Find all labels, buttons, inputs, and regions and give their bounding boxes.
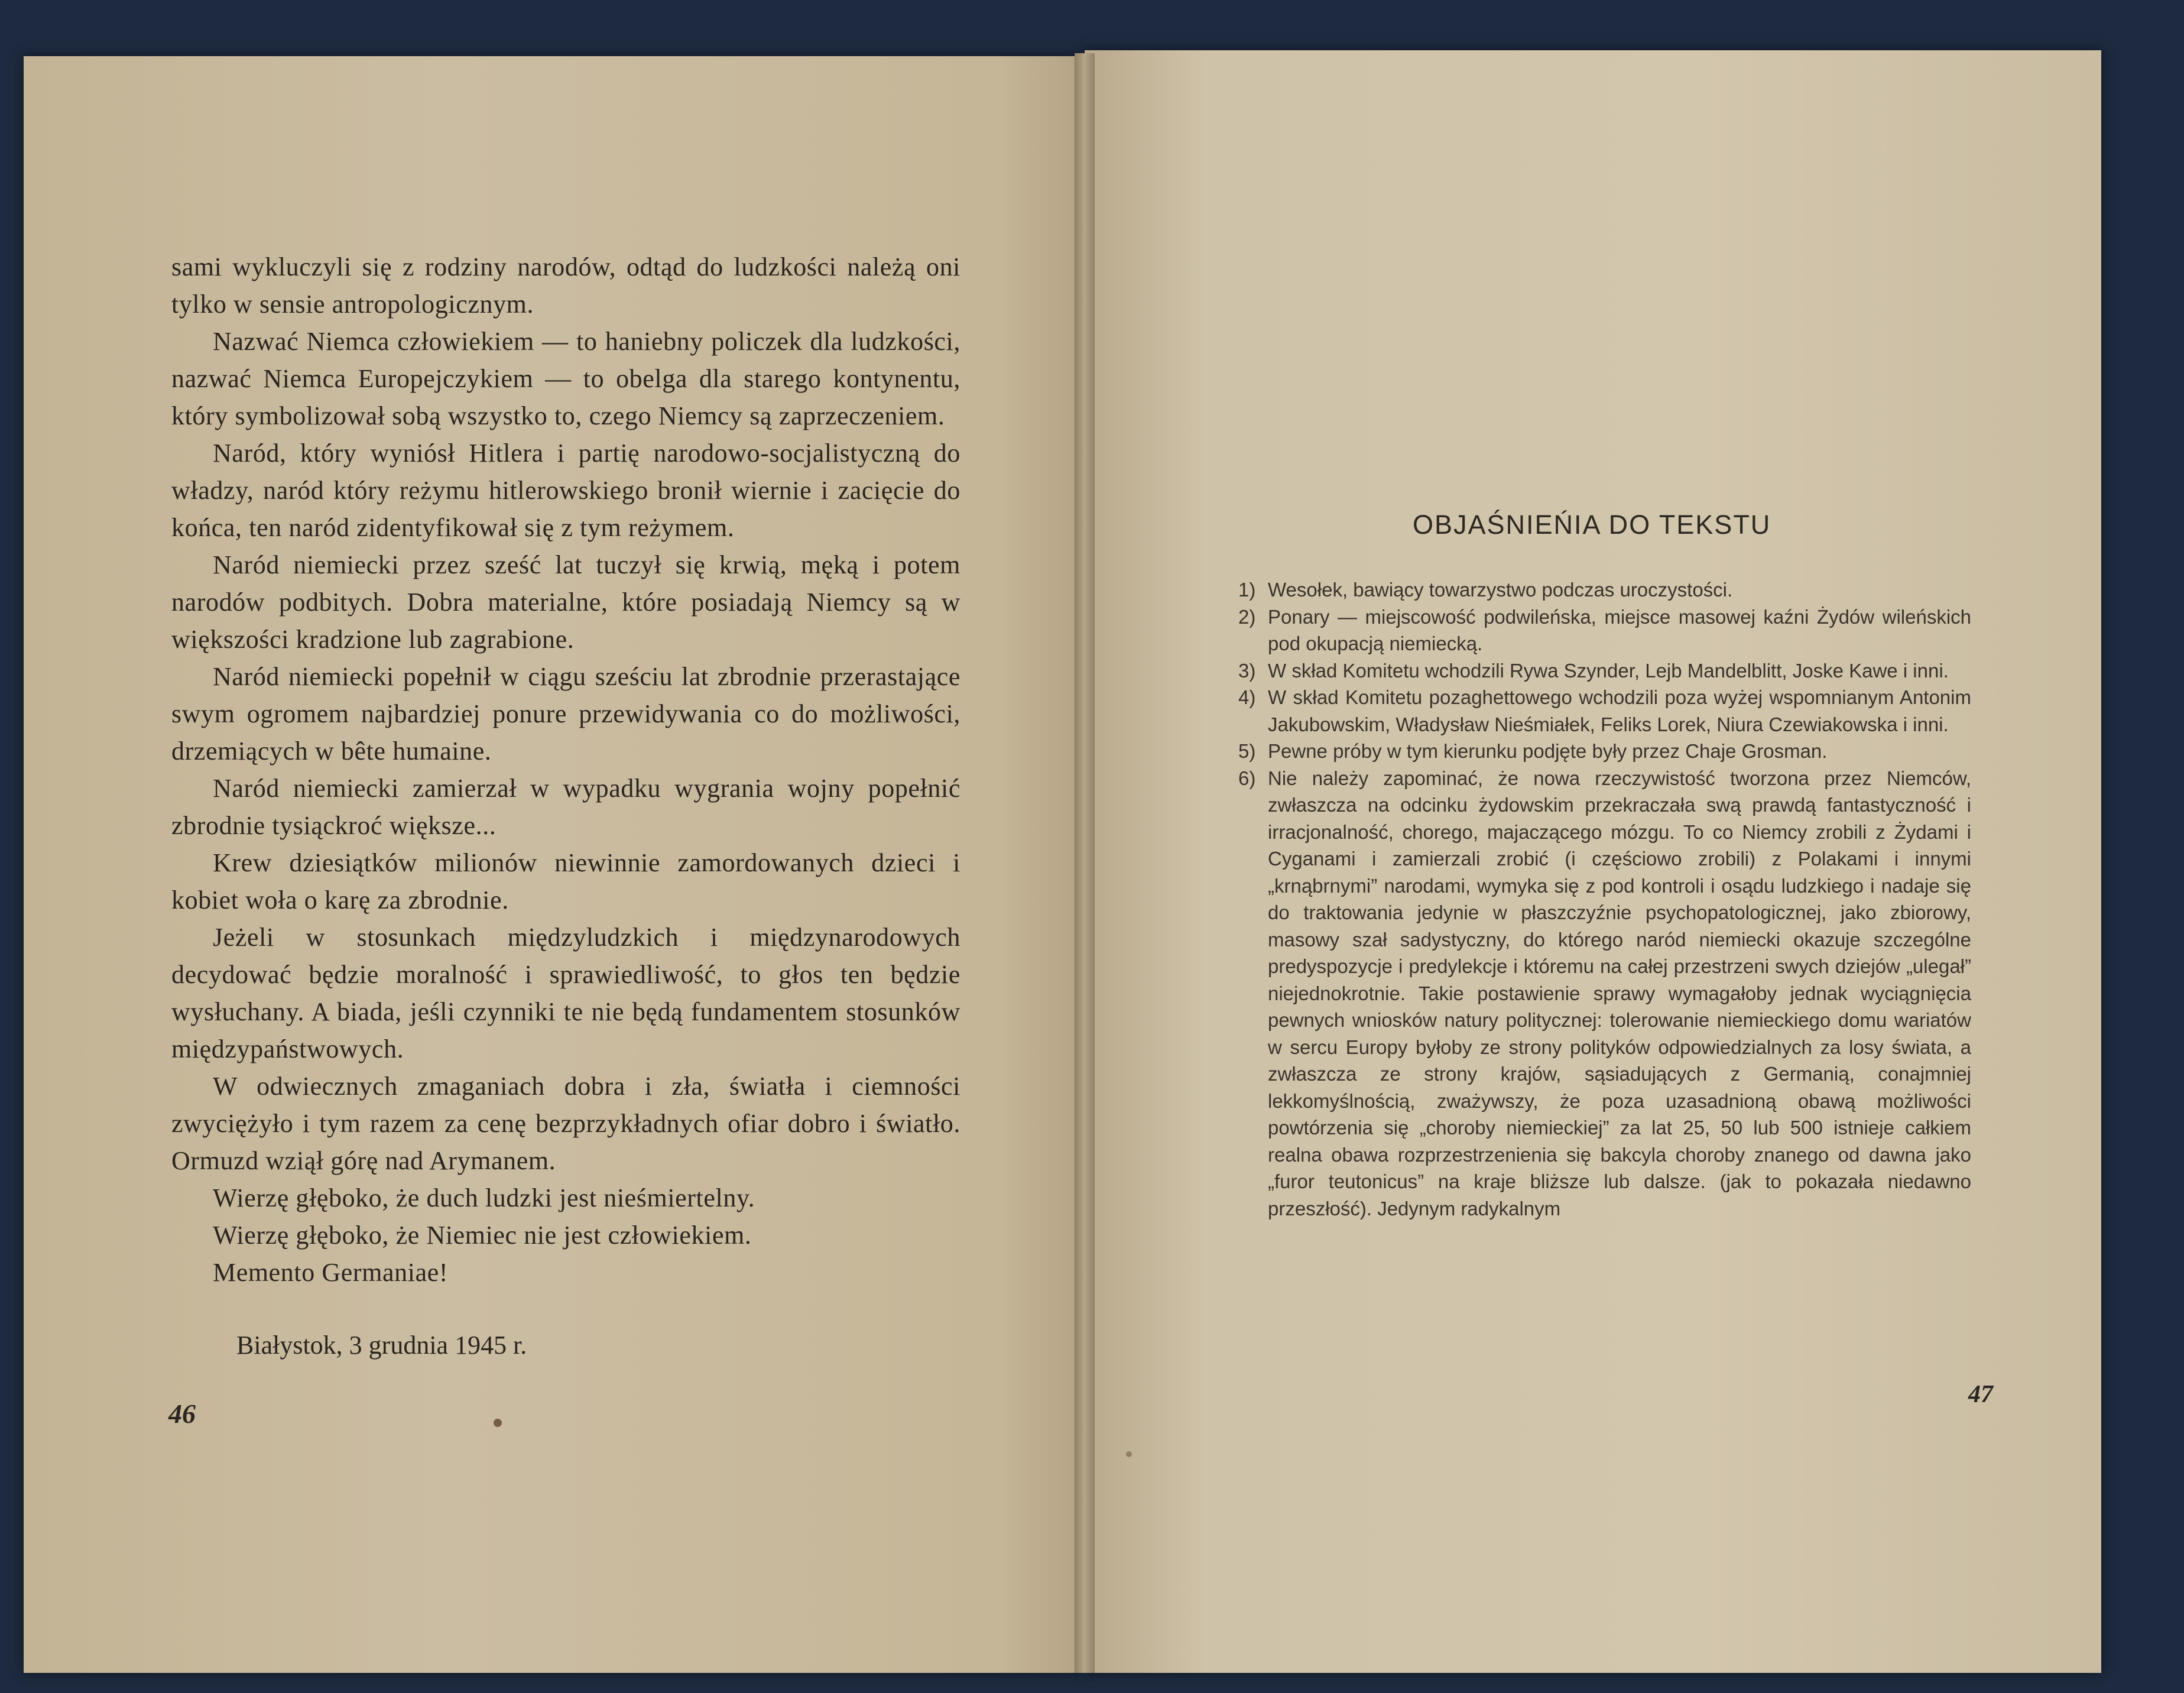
- left-paragraph: Naród niemiecki popełnił w ciągu sześciu lat zbrodnie przerastające swym ogromem najbardziej ponure przewidywania co do możliwości, drzemiących w bête humaine.: [171, 662, 960, 766]
- left-paragraph: sami wykluczyli się z rodziny narodów, odtąd do ludzkości należą oni tylko w sensie antropologicznym.: [171, 252, 960, 319]
- note-text: Wesołek, bawiący towarzystwo podczas uroczystości.: [1268, 579, 1733, 601]
- left-paragraph: Naród niemiecki przez sześć lat tuczył się krwią, męką i potem narodów podbitych. Dobra materialne, które posiadają Niemcy są w większości kradzione lub zagrabione.: [171, 550, 960, 654]
- left-paragraph: Naród, który wyniósł Hitlera i partię narodowo-socjalistyczną do władzy, naród który reżymu hitlerowskiego bronił wiernie i zacięcie do końca, ten naród zidentyfikował się z tym reżymem.: [171, 439, 960, 542]
- note-item: [1238, 738, 1971, 765]
- left-paragraph: Naród niemiecki zamierzał w wypadku wygrania wojny popełnić zbrodnie tysiąckroć większe...: [171, 774, 960, 840]
- signoff-line: Wierzę głęboko, że duch ludzki jest nieśmiertelny.: [213, 1183, 755, 1212]
- note-text: Pewne próby w tym kierunku podjęte były przez Chaje Grosman.: [1268, 740, 1828, 762]
- note-item: [1238, 765, 1971, 1222]
- right-page-number: 47: [1968, 1381, 1993, 1408]
- ink-spot: [1126, 1451, 1132, 1457]
- note-item: [1238, 604, 1971, 657]
- note-number: 5): [1238, 740, 1256, 762]
- notes-list: [1238, 576, 1971, 1222]
- signoff-line: Memento Germaniae!: [213, 1258, 449, 1287]
- note-number: 1): [1238, 579, 1256, 601]
- left-page-body: [171, 248, 960, 1291]
- ink-spot: [494, 1419, 502, 1427]
- note-number: 4): [1238, 686, 1256, 708]
- note-number: 3): [1238, 659, 1256, 682]
- note-text: Nie należy zapominać, że nowa rzeczywistość tworzona przez Niemców, zwłaszcza na odcinku żydowskim przekraczała swą prawdą fantastyczność i irracjonalność, chorego, majaczącego mózgu. To co Niemcy zrobili z Żydami i Cyganami i zamierzali zrobić (i częściowo zrobili) z Polakami i innymi „krnąbrnymi” narodami, wymyka się z pod kontroli i osądu ludzkiego i nadaje się do traktowania jedynie w płaszczyźnie psychopatologicznej, jako zbiorowy, masowy szał sadystyczny, do którego naród niemiecki okazuje szczególne predyspozycje i predylekcje i któremu na całej przestrzeni swych dziejów „ulegał” niejednokrotnie. Takie postawienie sprawy wymagałoby jednak wyciągnięcia pewnych wniosków natury politycznej: tolerowanie niemieckiego domu wariatów w sercu Europy byłoby ze strony polityków odpowiedzialnych za losy świata, a zwłaszcza ze strony krajów, sąsiadujących z Germanią, conajmniej lekkomyślnością, zważywszy, że poza uzasadnioną obawą możliwości powtórzenia się „choroby niemieckiej” za lat 25, 50 lub 500 istnieje całkiem realna obawa rozprzestrzenienia się bakcyla choroby znanego od dawna jako „furor teutonicus” na kraje bliższe lub dalsze. (jak to pokazała niedawno przeszłość). Jedynym radykalnym: [1268, 767, 1971, 1220]
- left-paragraph: Nazwać Niemca człowiekiem — to haniebny policzek dla ludzkości, nazwać Niemca Europejczykiem — to obelga dla starego kontynentu, który symbolizował sobą wszystko to, czego Niemcy są zaprzeczeniem.: [171, 327, 960, 430]
- left-paragraph: Jeżeli w stosunkach międzyludzkich i międzynarodowych decydować będzie moralność i sprawiedliwość, to głos ten będzie wysłuchany. A biada, jeśli czynniki te nie będą fundamentem stosunków międzypaństwowych.: [171, 923, 960, 1063]
- note-text: W skład Komitetu wchodzili Rywa Szynder, Lejb Mandelblitt, Joske Kawe i inni.: [1268, 659, 1949, 682]
- note-item: [1238, 576, 1971, 604]
- note-item: [1238, 657, 1971, 685]
- note-number: 2): [1238, 605, 1256, 628]
- signoff-line: Wierzę głęboko, że Niemiec nie jest człowiekiem.: [213, 1221, 752, 1250]
- note-text: W skład Komitetu pozaghettowego wchodzili poza wyżej wspomnianym Antonim Jakubowskim, Władysław Nieśmiałek, Feliks Lorek, Niura Czewiakowska i inni.: [1268, 686, 1971, 735]
- book-gutter: [1075, 53, 1095, 1673]
- left-paragraph: Krew dziesiątków milionów niewinnie zamordowanych dzieci i kobiet woła o karę za zbrodnie.: [171, 848, 960, 914]
- left-page-number: 46: [168, 1399, 196, 1429]
- note-item: [1238, 684, 1971, 738]
- left-paragraph: W odwiecznych zmaganiach dobra i zła, światła i ciemności zwyciężyło i tym razem za cenę bezprzykładnych ofiar dobro i światło. Ormuzd wziął górę nad Arymanem.: [171, 1072, 960, 1175]
- note-number: 6): [1238, 767, 1256, 789]
- note-text: Ponary — miejscowość podwileńska, miejsce masowej kaźni Żydów wileńskich pod okupacją niemiecką.: [1268, 605, 1971, 654]
- place-date: Białystok, 3 grudnia 1945 r.: [236, 1331, 527, 1360]
- notes-title: OBJAŚNIEŃIA DO TEKSTU: [1413, 510, 1771, 540]
